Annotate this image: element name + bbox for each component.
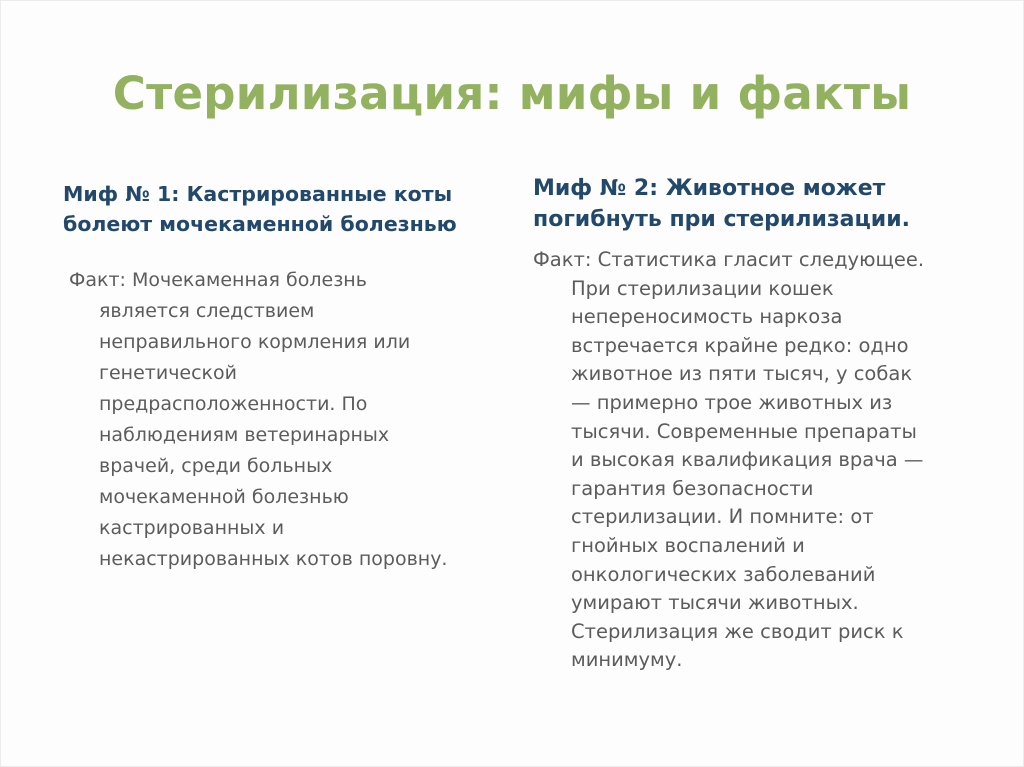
myth-2-heading: Миф № 2: Животное может погибнуть при стерилизации.: [533, 176, 910, 232]
myth-2-column: [533, 173, 973, 675]
myth-1-fact: Факт: Мочекаменная болезнь является следствием неправильного кормления или генетической предрасположенности. По наблюдениям ветеринарных врачей, среди больных мочекаменной болезнью кастрированных и некастрированных котов поровну.: [69, 269, 448, 570]
slide-title: Стерилизация: мифы и факты: [112, 67, 912, 120]
myth-1-column: [63, 179, 503, 575]
myth-1-heading: Миф № 1: Кастрированные коты болеют мочекаменной болезнью: [63, 182, 457, 236]
myth-2-fact: Факт: Статистика гласит следующее. При стерилизации кошек непереносимость наркоза встречается крайне редко: одно животное из пяти тысяч, у собак — примерно трое животных из тысячи. Современные препараты и высокая квалификация врача — гарантия безопасности стерилизации. И помните: от гнойных воспалений и онкологических заболеваний умирают тысячи животных. Стерилизация же сводит риск к минимуму.: [533, 248, 925, 672]
